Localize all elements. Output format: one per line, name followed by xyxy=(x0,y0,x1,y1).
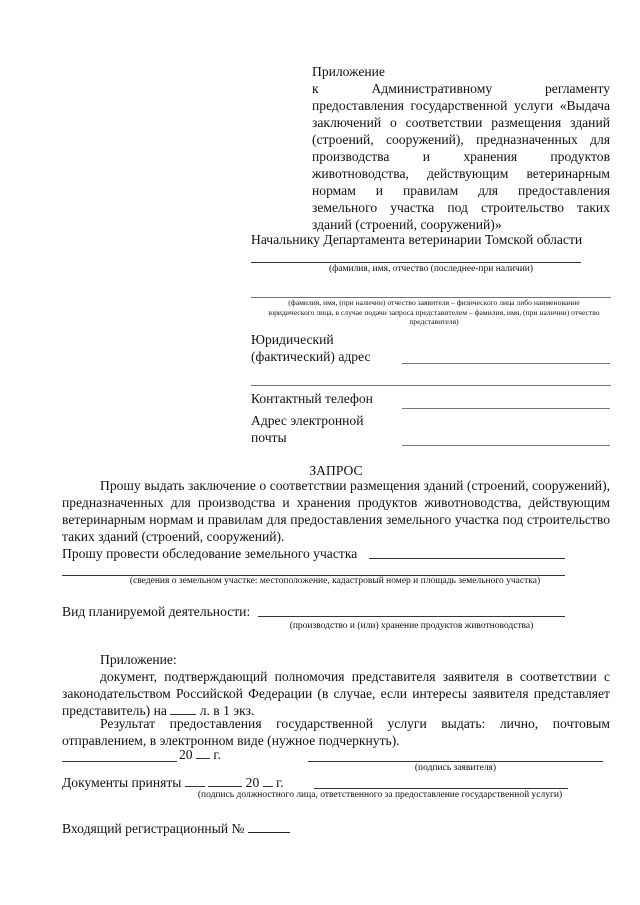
registration-row: Входящий регистрационный № xyxy=(62,820,290,837)
date-year: 20 г. xyxy=(179,747,221,762)
accepted-year-blank[interactable] xyxy=(263,775,273,787)
result-text: Результат предоставления государственной услуги выдать: лично, почтовым отправлением, в электронном виде (нужное подчеркнуть). xyxy=(62,716,610,748)
accepted-signature-line[interactable] xyxy=(314,788,568,789)
sheets-blank[interactable] xyxy=(170,703,196,715)
appendix-text: предоставления государственной услуги «Выдача заключений о соответствии размещения зданий (строений, сооружений), предназначенных для производства и хранения продуктов животноводства, действующим ветеринарным нормам и правилам для предоставления земельного участка под строительство таких зданий (строений, сооружений)» xyxy=(312,98,610,232)
email-label: Адрес электронной почты xyxy=(251,413,364,445)
signature-caption: (подпись заявителя) xyxy=(414,763,497,773)
accepted-caption: (подпись должностного лица, ответственного за предоставление государственной услуги) xyxy=(197,790,563,800)
accepted-day-blank[interactable] xyxy=(185,775,205,787)
caption-fio: (фамилия, имя, отчество (последнее-при наличии) xyxy=(328,264,534,274)
fio-line xyxy=(251,262,581,263)
date-year-blank[interactable] xyxy=(196,747,210,759)
survey-label: Прошу провести обследование земельного участка xyxy=(62,546,358,561)
phone-label: Контактный телефон xyxy=(251,391,373,406)
address-full-line[interactable] xyxy=(251,385,611,386)
appendix-line1: к Административному регламенту xyxy=(312,81,610,96)
accepted-month-blank[interactable] xyxy=(208,775,242,787)
request-title: ЗАПРОС xyxy=(309,463,363,478)
accepted-row: Документы приняты 20 г. xyxy=(62,775,284,790)
appendix-block xyxy=(312,63,610,233)
activity-caption: (производство и (или) хранение продуктов животноводства) xyxy=(289,621,534,631)
survey-input-line[interactable] xyxy=(369,558,565,559)
registration-number-blank[interactable] xyxy=(248,821,290,833)
address-label: Юридический (фактический) адрес xyxy=(251,332,371,364)
survey-caption: (сведения о земельном участке: местоположение, кадастровый номер и площадь земельного участка) xyxy=(129,576,541,586)
addressee: Начальнику Департамента ветеринарии Томской области xyxy=(251,232,583,247)
attachment-text: документ, подтверждающий полномочия представителя заявителя в соответствии с законодательством Российской Федерации (в случае, если интересы заявителя представляет представитель) на л. в 1 экз. xyxy=(62,669,610,718)
phone-input-line[interactable] xyxy=(402,408,610,409)
request-body: Прошу выдать заключение о соответствии размещения зданий (строений, сооружений), предназначенных для производства и хранения продуктов животноводства, действующим ветеринарным нормам и правилам для предоставления земельного участка под строительство таких зданий (строений, сооружений). xyxy=(62,478,610,544)
email-input-line[interactable] xyxy=(402,445,610,446)
appendix-title: Приложение xyxy=(312,64,385,79)
date-day-line[interactable] xyxy=(62,761,177,762)
attachment-title: Приложение: xyxy=(100,652,177,667)
signature-line[interactable] xyxy=(308,761,603,762)
caption-applicant: (фамилия, имя, (при наличии) отчество заявителя – физического лица либо наименование юридического лица, в случае подачи запроса представителем – фамилия, имя, (при наличии) отчество представителя) xyxy=(268,298,600,326)
activity-input-line[interactable] xyxy=(258,616,565,617)
activity-label: Вид планируемой деятельности: xyxy=(62,604,251,619)
address-input-line[interactable] xyxy=(402,363,610,364)
